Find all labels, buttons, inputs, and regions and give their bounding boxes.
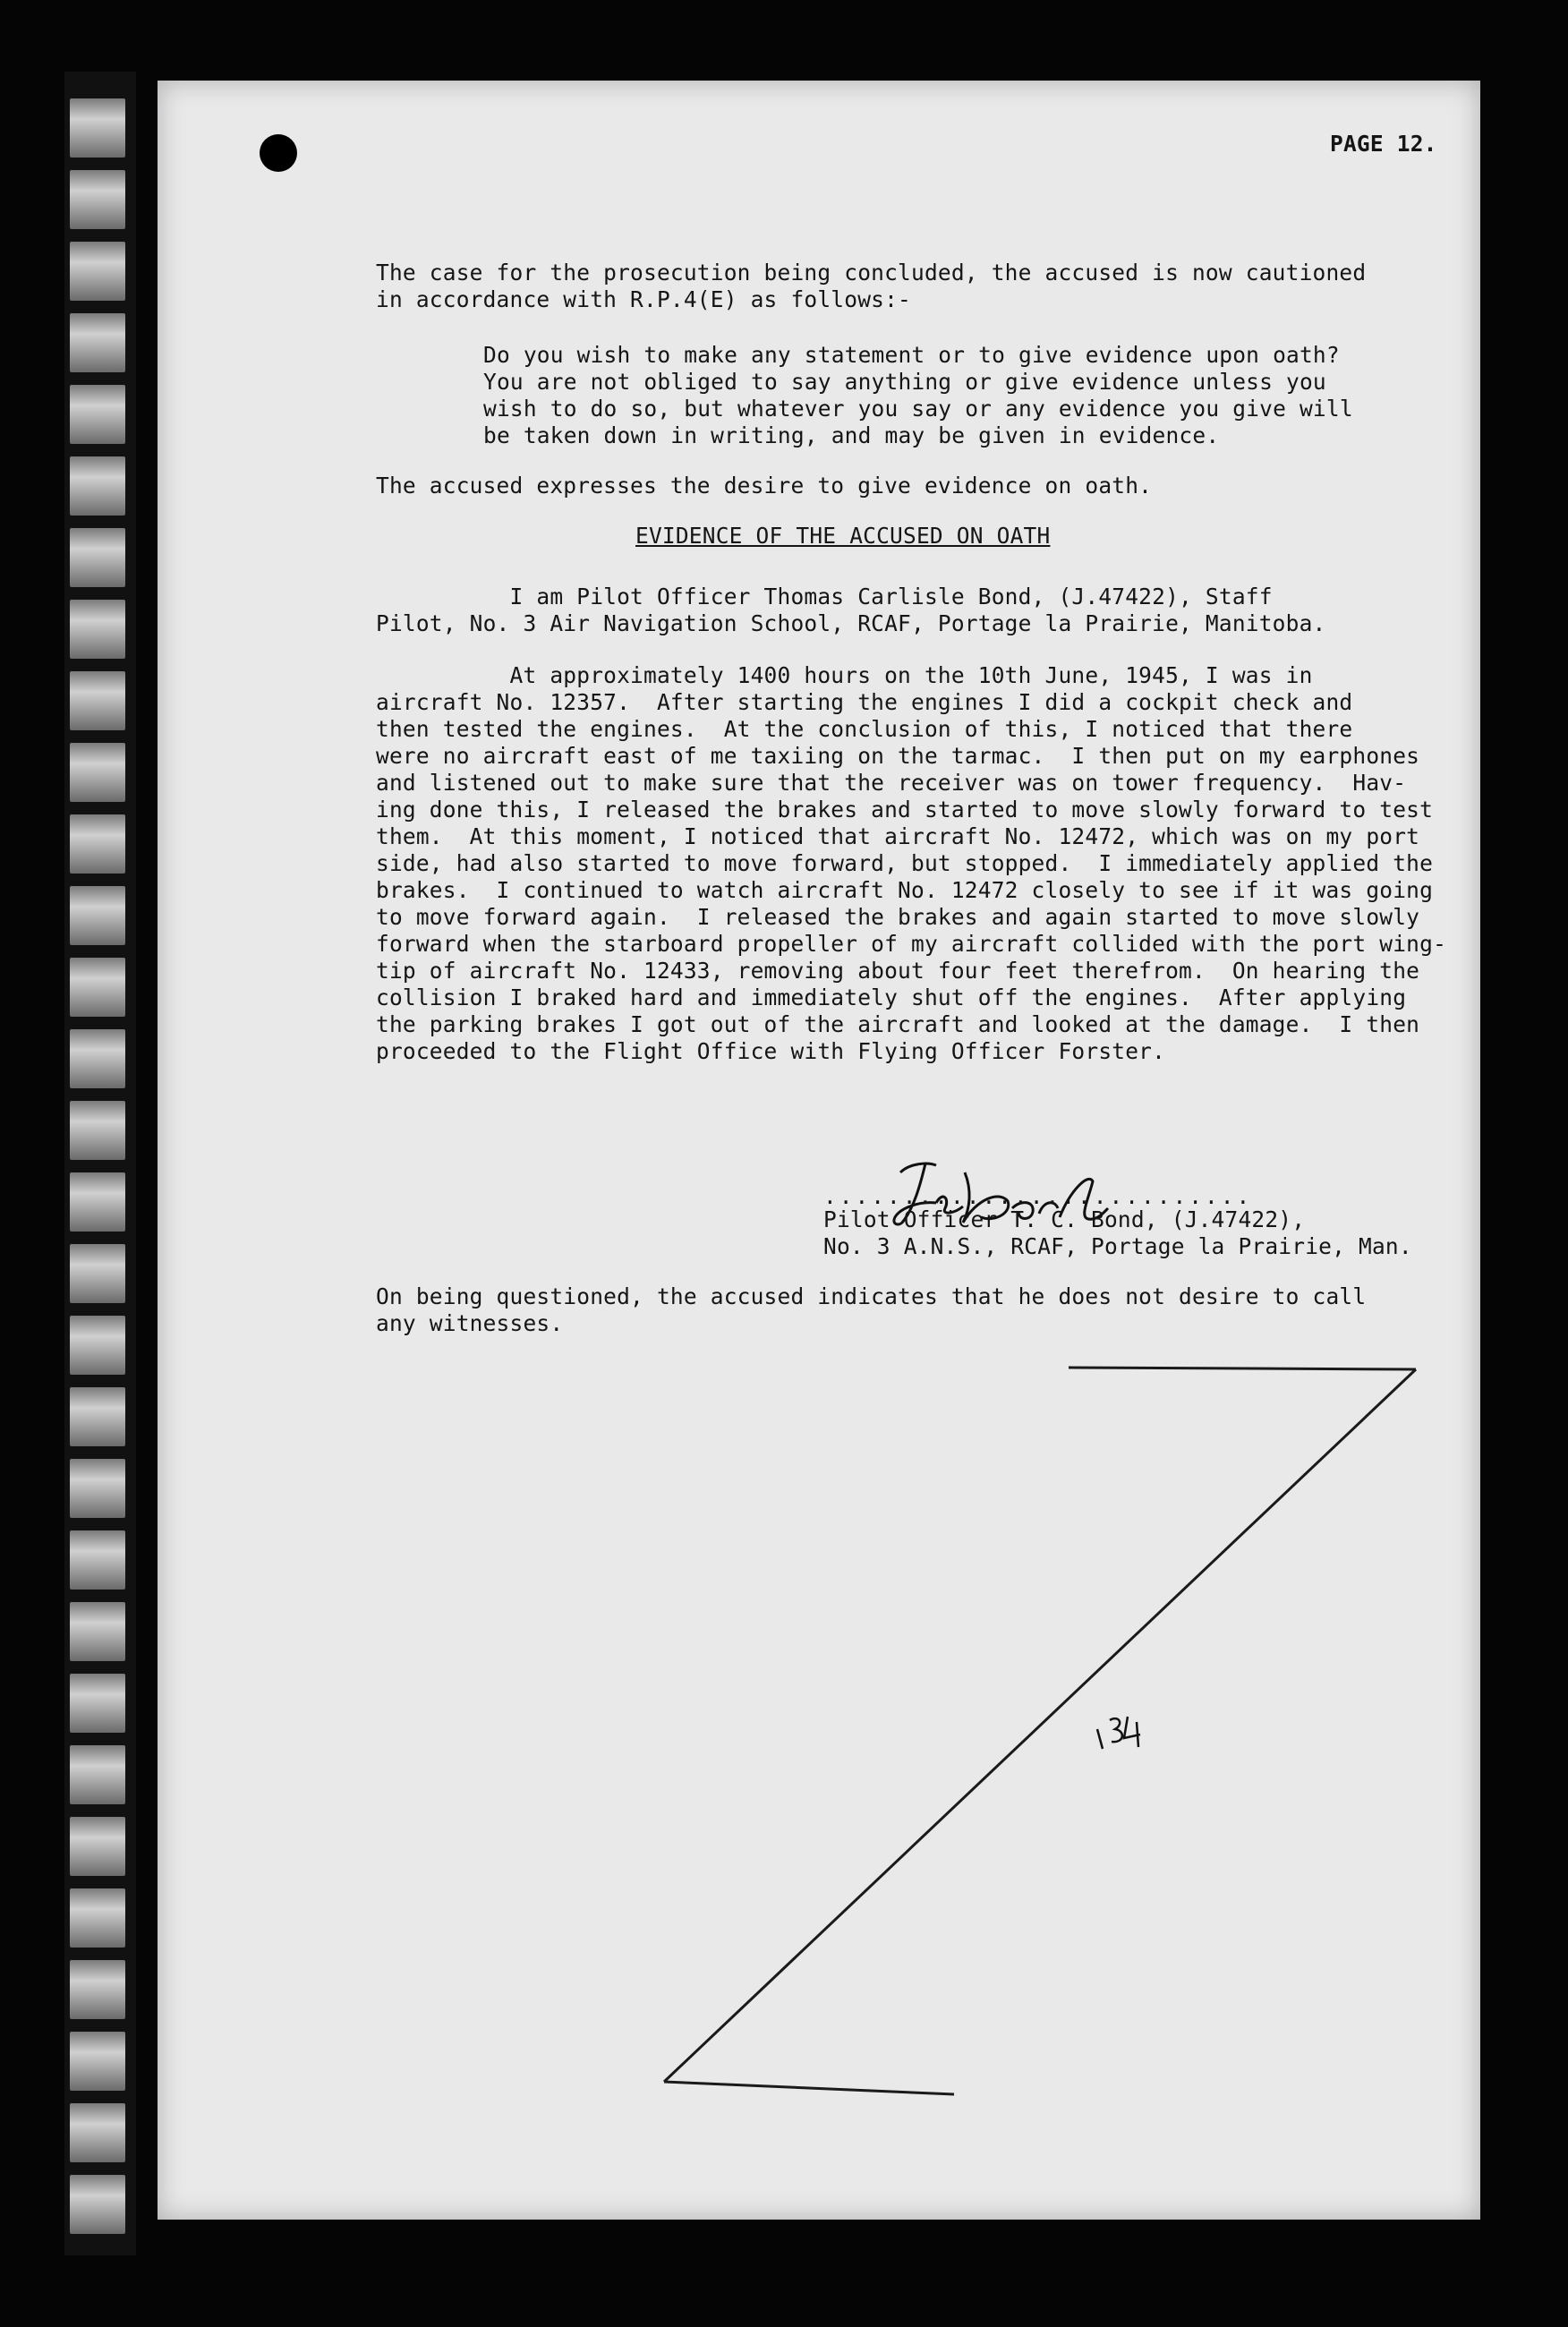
film-perforation	[70, 1960, 125, 2019]
desire-paragraph: The accused expresses the desire to give evidence on oath.	[376, 473, 1153, 499]
evidence-body: At approximately 1400 hours on the 10th June, 1945, I was in aircraft No. 12357. After starting the engines I did a cockpit check and then tested the engines. At the conclusion of this, I noticed that there were no aircraft east of me taxiing on the tarmac. I then put on my earphones and listened out to make sure that the receiver was on tower frequency. Hav- ing done this, I released the brakes and started to move slowly forward to test them. At this moment, I noticed that aircraft No. 12472, which was on my port side, had also started to move forward, but stopped. I immediately applied the brakes. I continued to watch aircraft No. 12472 closely to see if it was going to move forward again. I released the brakes and again started to move slowly forward when the starboard propeller of my aircraft collided with the port wing- tip of aircraft No. 12433, removing about four feet therefrom. On hearing the collision I braked hard and immediately shut off the engines. After applying the parking brakes I got out of the aircraft and looked at the damage. I then proceeded to the Flight Office with Flying Officer Forster.	[376, 662, 1447, 1064]
film-perforation	[70, 671, 125, 730]
caution-quote: Do you wish to make any statement or to give evidence upon oath? You are not obliged to say anything or give evidence unless you wish to do so, but whatever you say or any evidence you give will be taken down in writing, and may be given in evidence.	[483, 342, 1353, 448]
section-heading: EVIDENCE OF THE ACCUSED ON OATH	[635, 523, 1051, 549]
signature-block: Pilot Officer T. C. Bond, (J.47422), No. 3 A.N.S., RCAF, Portage la Prairie, Man.	[823, 1206, 1412, 1259]
film-perforation	[70, 528, 125, 587]
film-perforation	[70, 1029, 125, 1088]
identity-statement: I am Pilot Officer Thomas Carlisle Bond, (J.47422), Staff Pilot, No. 3 Air Navigation School, RCAF, Portage la Prairie, Manitoba.	[376, 584, 1326, 636]
handwritten-folio-number	[1088, 1702, 1151, 1756]
film-perforation	[70, 743, 125, 802]
document-sheet	[158, 81, 1480, 2220]
film-perforation	[70, 313, 125, 372]
film-perforation	[70, 886, 125, 945]
film-perforation	[70, 1316, 125, 1375]
film-perforation	[70, 2175, 125, 2234]
film-perforation	[70, 170, 125, 229]
film-perforation	[70, 1459, 125, 1518]
film-perforation	[70, 1674, 125, 1733]
film-edge	[64, 72, 136, 2255]
film-perforation	[70, 242, 125, 301]
film-perforation	[70, 1888, 125, 1948]
signature-line: ...........................	[823, 1183, 1253, 1209]
film-perforation	[70, 1244, 125, 1303]
film-perforation	[70, 1172, 125, 1232]
cancellation-z-mark	[158, 81, 1480, 2220]
film-perforation	[70, 1101, 125, 1160]
film-perforation	[70, 385, 125, 444]
film-perforation	[70, 1817, 125, 1876]
caution-intro-paragraph: The case for the prosecution being concluded, the accused is now cautioned in accordance with R.P.4(E) as follows:-	[376, 260, 1367, 312]
film-perforation	[70, 600, 125, 659]
film-perforation	[70, 814, 125, 874]
film-perforation	[70, 456, 125, 516]
film-perforation	[70, 2032, 125, 2091]
film-perforation	[70, 1387, 125, 1446]
film-perforation	[70, 98, 125, 158]
film-perforation	[70, 1530, 125, 1590]
film-perforation	[70, 1745, 125, 1804]
page-number: PAGE 12.	[1330, 131, 1437, 157]
film-perforation	[70, 1602, 125, 1661]
witnesses-paragraph: On being questioned, the accused indicates that he does not desire to call any witnesses.	[376, 1283, 1367, 1336]
film-perforation	[70, 2103, 125, 2162]
film-perforation	[70, 958, 125, 1017]
